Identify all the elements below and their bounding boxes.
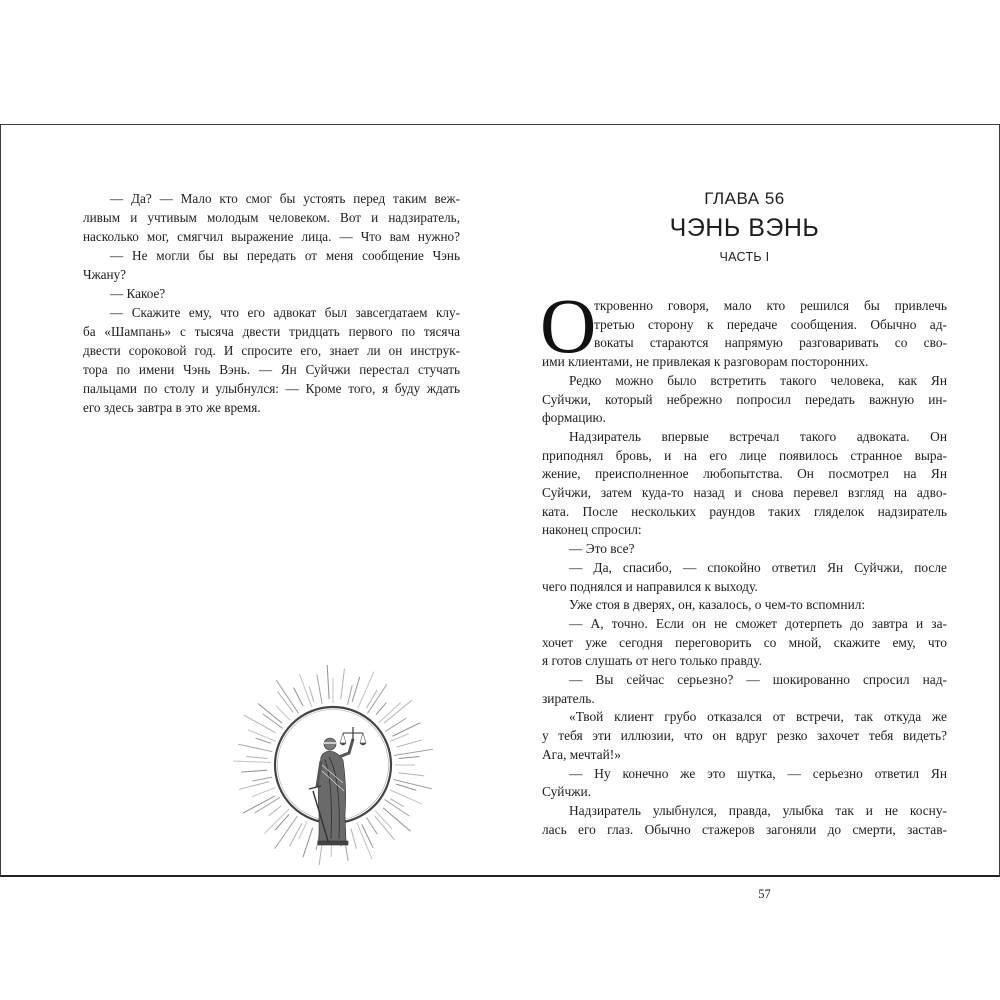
text-line: Ага, мечтай!»	[542, 746, 621, 762]
chapter-heading	[542, 189, 947, 265]
text-line: тора по имени Чэнь Вэнь. — Ян Суйчжи перестал стучать	[83, 362, 460, 377]
left-page-text	[83, 189, 460, 417]
text-line: я готов слушать от него только правду.	[542, 653, 762, 669]
text-line: двести сороковой год. И спросите его, знает ли он инструк-	[83, 343, 460, 358]
text-line: зиратель.	[542, 690, 595, 706]
left-page	[83, 189, 460, 417]
lady-justice-illustration	[233, 665, 433, 865]
text-line: Уже стоя в дверях, он, казалось, о чем-то вспомнил:	[569, 597, 866, 613]
right-page	[540, 189, 947, 901]
text-line: — Скажите ему, что его адвокат был завсегдатаем клу-	[110, 305, 460, 320]
text-line: жение, преисполненное любопытства. Он посмотрел на Ян	[542, 466, 947, 482]
text-line: Надзиратель впервые встречал такого адвоката. Он	[569, 428, 947, 444]
text-line: пальцами по столу и улыбнулся: — Кроме того, я буду ждать	[83, 381, 460, 396]
text-line: у тебя эти иллюзии, что он вдруг резко захочет тебя видеть?	[542, 728, 947, 744]
page-number	[542, 887, 947, 902]
page-number-label: 57	[758, 887, 771, 901]
text-line: — А, точно. Если он не сможет дотерпеть до завтра и за-	[569, 615, 947, 631]
text-line: третью сторону к передаче сообщения. Обычно ад-	[594, 316, 947, 332]
text-line: хочет уже сегодня переговорить со мной, скажите ему, что	[542, 634, 947, 650]
text-line: — Да? — Мало кто смог бы устоять перед таким веж-	[110, 191, 460, 206]
text-line: Надзиратель улыбнулся, правда, улыбка так и не косну-	[569, 802, 947, 818]
text-line: ими клиентами, не привлекая к разговорам посторонних.	[542, 354, 869, 370]
text-line: — Да, спасибо, — спокойно ответил Ян Суйчжи, после	[569, 559, 947, 575]
text-line: лась его глаз. Обычно стажеров загоняли до смерти, застав-	[542, 821, 947, 837]
text-line: наконец спросил:	[542, 522, 642, 538]
text-line: ката. После нескольких раундов таких гляделок надзиратель	[542, 503, 947, 519]
chapter-title: ЧЭНЬ ВЭНЬ	[669, 214, 820, 242]
book-spread	[0, 124, 1000, 901]
text-line: вокаты стараются напрямую разговаривать со сво-	[594, 335, 947, 351]
text-line: Редко можно было встретить такого человека, как Ян	[569, 372, 947, 388]
text-line: «Твой клиент грубо отказался от встречи, так откуда же	[569, 709, 947, 725]
text-line: Суйчжи, затем куда-то назад и снова перевел взгляд на адво-	[542, 485, 947, 501]
text-line: — Это все?	[569, 541, 635, 557]
text-line: ливым и учтивым молодым человеком. Вот и надзиратель,	[83, 210, 460, 225]
text-line: — Ну конечно же это шутка, — серьезно ответил Ян	[569, 765, 947, 781]
text-line: формацию.	[542, 410, 606, 426]
text-line: ткровенно говоря, мало кто решился бы привлечь	[594, 298, 947, 313]
text-line: насколько мог, смягчил выражение лица. — Что вам нужно?	[83, 229, 460, 244]
chapter-number: ГЛАВА 56	[704, 189, 785, 208]
text-line: — Какое?	[110, 286, 166, 301]
drop-cap: О	[540, 282, 597, 369]
text-line: его здесь завтра в это же время.	[83, 400, 261, 415]
text-line: Чжану?	[83, 267, 127, 282]
drop-cap-lines	[542, 297, 947, 353]
text-line: Суйчжи, который небрежно попросил передать важную ин-	[542, 391, 947, 407]
text-line: Суйчжи.	[542, 784, 591, 800]
right-page-text	[542, 353, 947, 839]
text-line: чего поднялся и направился к выходу.	[542, 578, 758, 594]
text-line: приподнял бровь, и на его лице появилось странное выра-	[542, 447, 947, 463]
lady-justice-sunburst-icon	[233, 665, 433, 865]
text-line: — Вы сейчас серьезно? — шокированно спросил над-	[569, 672, 947, 688]
text-line: ба «Шампань» с тысяча двести тридцать первого по тясяча	[83, 324, 460, 339]
text-line: — Не могли бы вы передать от меня сообщение Чэнь	[110, 248, 460, 263]
chapter-part: ЧАСТЬ I	[719, 250, 770, 264]
